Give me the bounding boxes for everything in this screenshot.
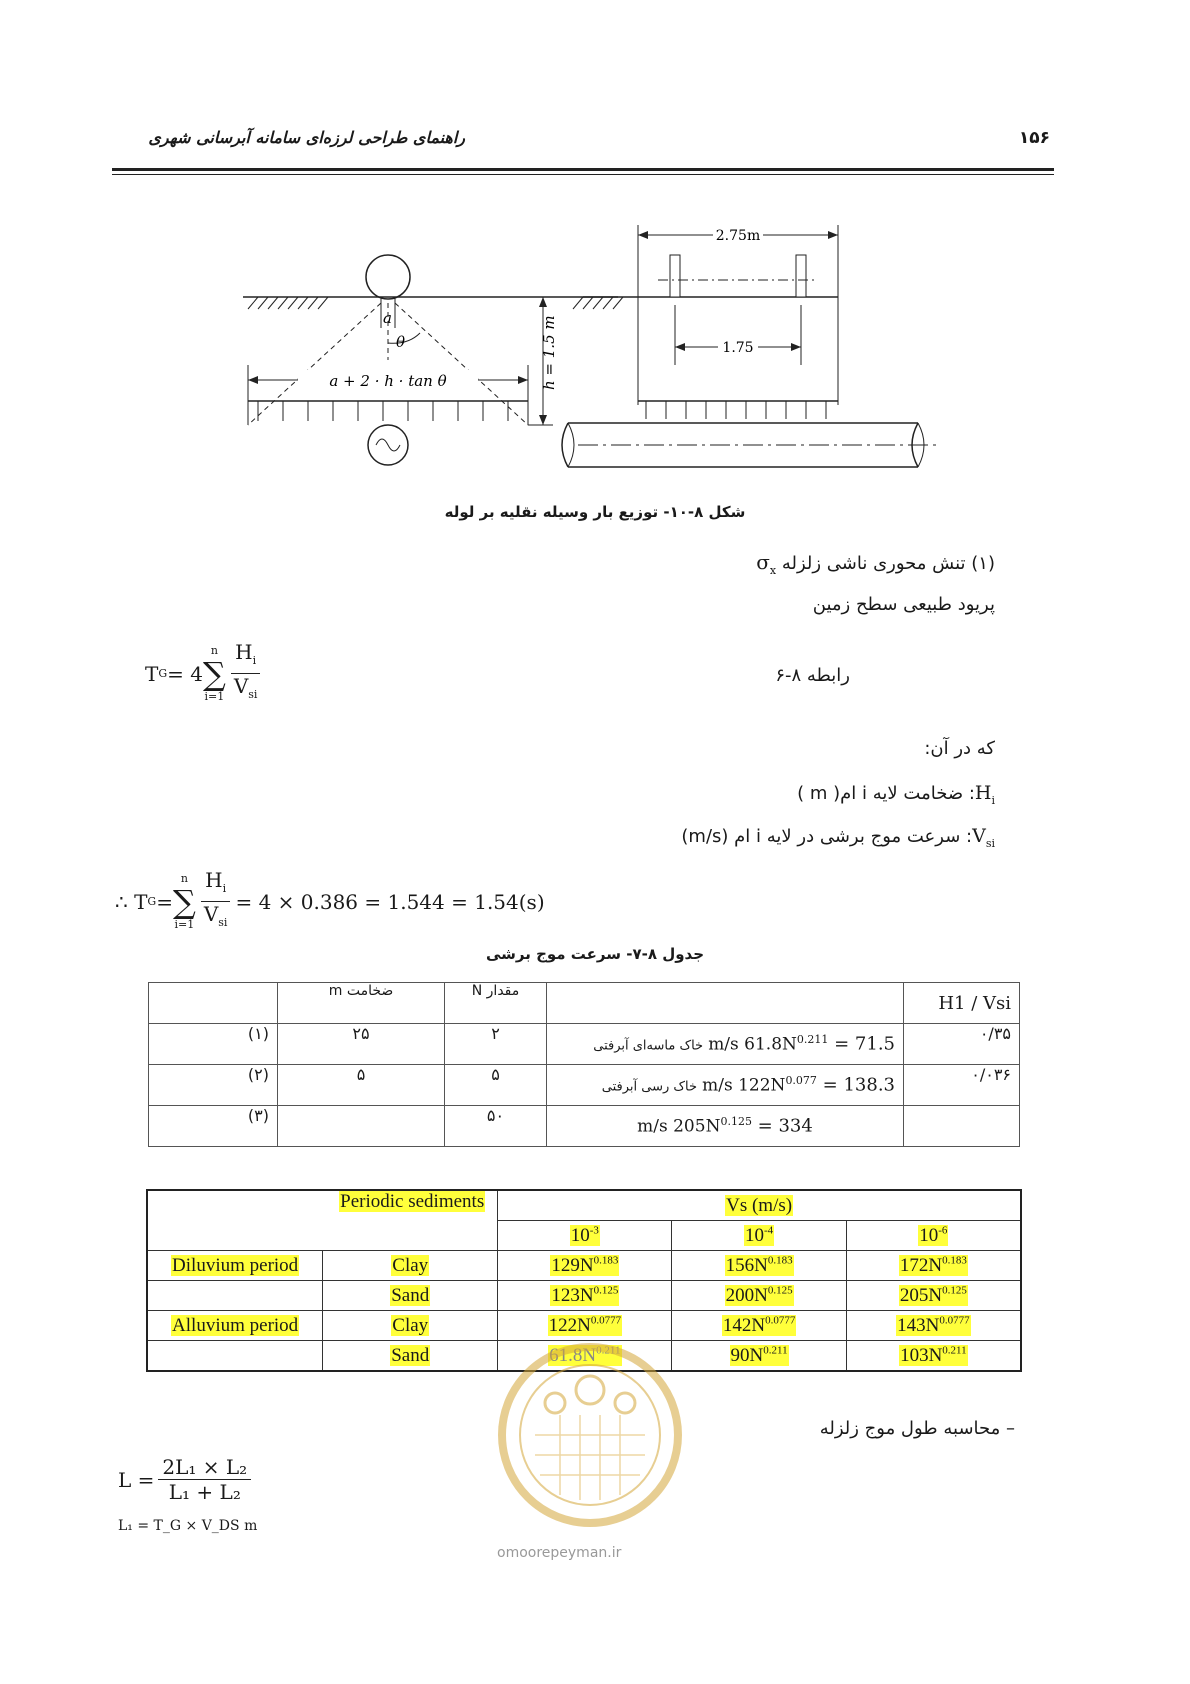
vehicle-load-figure [238, 225, 948, 490]
table-caption: جدول ۸-۷- سرعت موج برشی [485, 945, 705, 963]
table-row: Sand $61.8N^{0.211}$ $90N^{0.211}$ $103N^{0.211}$ [147, 1341, 1021, 1372]
t2-strain-row: $10^{-3}$ $10^{-4}$ $10^{-6}$ [147, 1221, 1021, 1251]
section-item-1 [756, 550, 995, 577]
sum-symbol-2: n ∑ i=1 [172, 871, 196, 931]
h-over-v-fraction-2: $\frac{H_i}{V_{si}}$ [200, 868, 232, 935]
page-number: ۱۵۶ [1018, 128, 1050, 148]
sigma-x: $\sigma_x$ [756, 550, 777, 577]
natural-period-label: پریود طبیعی سطح زمین [812, 594, 995, 615]
shear-wave-table [148, 982, 1020, 1147]
header-rule [112, 168, 1054, 171]
thickness-header: ضخامت m [278, 983, 445, 1024]
where-label: که در آن: [924, 738, 995, 759]
n-header: مقدار N [445, 983, 547, 1024]
vs-header: Vs (m/s) [726, 1194, 793, 1216]
l1-formula: L₁ = T_G × V_DS m [118, 1518, 258, 1534]
running-header-title: راهنمای طراحی لرزه‌ای سامانه آبرسانی شهری [148, 128, 465, 147]
watermark-url: omoorepeyman.ir [497, 1545, 622, 1561]
l-formula: L = $\frac{\text{2L₁ × L₂}}{\text{L₁ + L₂}}$ [118, 1455, 255, 1504]
table-row: Sand $123N^{0.125}$ $200N^{0.125}$ $205N^{0.125}$ [147, 1281, 1021, 1311]
label-theta: θ [396, 333, 406, 351]
table-row: Diluvium period Clay $129N^{0.183}$ $156N^{0.183}$ $172N^{0.183}$ [147, 1251, 1021, 1281]
ratio-header: H1 / Vsi [904, 983, 1020, 1024]
label-spread: a + 2 · h · tan θ [329, 372, 447, 390]
label-height: h = 1.5 m [540, 315, 558, 390]
tg-formula: T G = 4 n ∑ i=1 $\frac{H_i}{V_{si}}$ [145, 640, 265, 707]
l-fraction: $\frac{\text{2L₁ × L₂}}{\text{L₁ + L₂}}$ [158, 1455, 251, 1504]
definition-v: $V_{si}$: سرعت موج برشی در لایه i ام (m/s) [681, 825, 995, 850]
figure-caption: شکل ۸-۱۰- توزیع بار وسیله نقلیه بر لوله [444, 503, 746, 521]
t2-header-row [147, 1190, 1021, 1221]
label-inner-width: 1.75 [722, 340, 754, 356]
definition-h: $H_i$: ضخامت لایه i ام( m ) [797, 782, 995, 807]
relation-label: رابطه ۸-۶ [775, 665, 850, 686]
table-row: (۳) ۵۰ m/s $205N^{0.125} = 334$ [149, 1106, 1020, 1147]
label-a: a [383, 309, 392, 327]
header-rule-thin [112, 174, 1054, 175]
item1-text: (۱) تنش محوری ناشی زلزله [781, 553, 995, 574]
table-header-row [149, 983, 1020, 1024]
watermark-seal-icon [490, 1325, 690, 1555]
periodic-sediments-header: Periodic sediments [340, 1191, 485, 1212]
sum-symbol: n ∑ i=1 [202, 643, 226, 703]
table-row: Alluvium period Clay $122N^{0.0777}$ $142N^{0.0777}$ $143N^{0.0777}$ [147, 1311, 1021, 1341]
tg-computed-formula: ∴ T G = n ∑ i=1 $\frac{H_i}{V_{si}}$ = 4 × 0.386 = 1.544 = 1.54(s) [115, 868, 545, 935]
table-row: (۱) ۲۵ ۲ خاک ماسه‌ای آبرفتی m/s $61.8N^{0.211} = 71.5$ ۰/۳۵ [149, 1024, 1020, 1065]
table-row: (۲) ۵ ۵ خاک رسی آبرفتی m/s $122N^{0.077} = 138.3$ ۰/۰۳۶ [149, 1065, 1020, 1106]
h-over-v-fraction: $\frac{H_i}{V_{si}}$ [230, 640, 262, 707]
wavelength-bullet: – محاسبه طول موج زلزله [819, 1418, 1015, 1439]
label-width: 2.75m [715, 228, 761, 244]
